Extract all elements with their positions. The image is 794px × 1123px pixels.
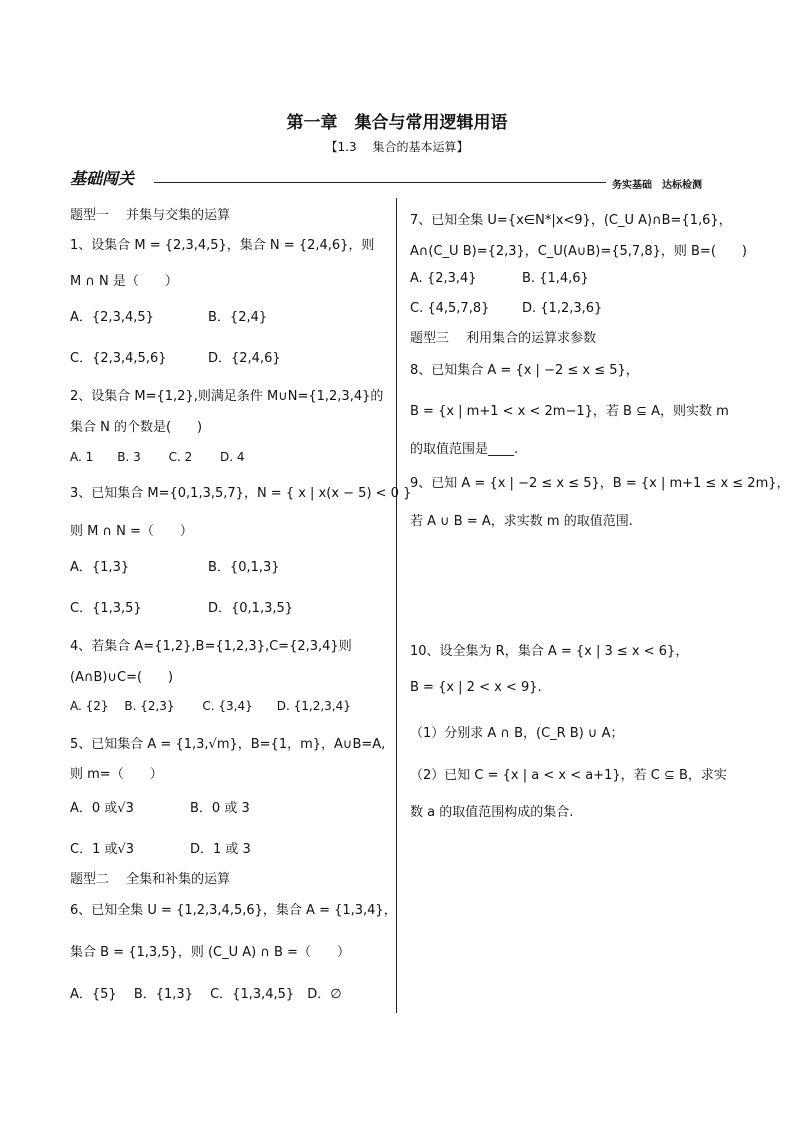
q1-option-b: B．{2,4} xyxy=(208,310,268,325)
q3-stem-cont: 则 M ∩ N =（ ） xyxy=(70,524,193,539)
q4-stem-cont: (A∩B)∪C=( ) xyxy=(70,670,174,685)
q3-option-d: D．{0,1,3,5} xyxy=(208,601,294,616)
q9-stem: 9、已知 A = {x | −2 ≤ x ≤ 5}，B = {x | m+1 ≤ x ≤ 2m}， xyxy=(410,476,790,491)
q7-option-a: A. {2,3,4} xyxy=(410,271,477,286)
q10-part2-cont: 数 a 的取值范围构成的集合. xyxy=(410,805,574,820)
q6-options: A．{5} B．{1,3} C．{1,3,4,5} D．∅ xyxy=(70,987,342,1002)
type3-heading: 题型三 利用集合的运算求参数 xyxy=(410,331,597,346)
q3-option-c: C．{1,3,5} xyxy=(70,601,142,616)
q1-option-d: D．{2,4,6} xyxy=(208,351,281,366)
q7-option-b: B. {1,4,6} xyxy=(522,271,589,286)
q4-stem: 4、若集合 A={1,2},B={1,2,3},C={2,3,4}则 xyxy=(70,639,352,654)
q1-stem: 1、设集合 M = {2,3,4,5}，集合 N = {2,4,6}，则 xyxy=(70,238,375,253)
q3-stem: 3、已知集合 M={0,1,3,5,7}，N = { x | x(x − 5) < 0 } xyxy=(70,486,412,501)
q4-options: A. {2} B. {2,3} C. {3,4} D. {1,2,3,4} xyxy=(70,699,351,713)
q8-stem: 8、已知集合 A = {x | −2 ≤ x ≤ 5}， xyxy=(410,363,639,378)
q9-stem-cont: 若 A ∪ B = A，求实数 m 的取值范围. xyxy=(410,514,633,529)
q10-stem-cont: B = {x | 2 < x < 9}. xyxy=(410,680,542,695)
header-tag: 务实基础 达标检测 xyxy=(612,180,702,191)
header-rule xyxy=(154,182,606,183)
q2-stem: 2、设集合 M={1,2},则满足条件 M∪N={1,2,3,4}的 xyxy=(70,389,384,404)
q7-stem: 7、已知全集 U={x∈N*|x<9}，(C_U A)∩B={1,6}， xyxy=(410,213,732,228)
section-heading: 基础闯关 xyxy=(70,169,135,188)
page-title: 第一章 集合与常用逻辑用语 xyxy=(286,113,508,133)
column-divider xyxy=(396,198,397,1013)
q10-part2: （2）已知 C = {x | a < x < a+1}，若 C ⊆ B，求实 xyxy=(410,768,727,783)
q2-options: A. 1 B. 3 C. 2 D. 4 xyxy=(70,450,245,464)
q7-option-d: D. {1,2,3,6} xyxy=(522,301,603,316)
q2-stem-cont: 集合 N 的个数是( ) xyxy=(70,420,203,435)
section-subtitle: 【1.3 集合的基本运算】 xyxy=(325,140,469,154)
q1-option-a: A．{2,3,4,5} xyxy=(70,310,154,325)
q5-option-c: C．1 或√3 xyxy=(70,842,135,857)
q5-stem: 5、已知集合 A = {1,3,√m}，B={1，m}，A∪B=A, xyxy=(70,737,386,752)
q6-stem: 6、已知全集 U = {1,2,3,4,5,6}，集合 A = {1,3,4}， xyxy=(70,903,397,918)
q10-part1: （1）分别求 A ∩ B，(C_R B) ∪ A； xyxy=(410,726,624,741)
q7-option-c: C. {4,5,7,8} xyxy=(410,301,490,316)
q5-stem-cont: 则 m=（ ） xyxy=(70,767,163,782)
q5-option-d: D．1 或 3 xyxy=(190,842,251,857)
q8-stem-end: 的取值范围是____. xyxy=(410,442,519,457)
type1-heading: 题型一 并集与交集的运算 xyxy=(70,208,231,223)
q10-stem: 10、设全集为 R，集合 A = {x | 3 ≤ x < 6}， xyxy=(410,644,689,659)
q8-stem-cont: B = {x | m+1 < x < 2m−1}，若 B ⊆ A，则实数 m xyxy=(410,404,729,419)
q1-stem-cont: M ∩ N 是（ ） xyxy=(70,274,178,289)
q3-option-b: B．{0,1,3} xyxy=(208,560,280,575)
q5-option-b: B．0 或 3 xyxy=(190,801,250,816)
q7-stem-cont: A∩(C_U B)={2,3}，C_U(A∪B)={5,7,8}，则 B=( ) xyxy=(410,244,747,259)
q5-option-a: A．0 或√3 xyxy=(70,801,134,816)
q3-option-a: A．{1,3} xyxy=(70,560,130,575)
type2-heading: 题型二 全集和补集的运算 xyxy=(70,872,231,887)
q6-stem-cont: 集合 B = {1,3,5}，则 (C_U A) ∩ B =（ ） xyxy=(70,945,350,960)
q1-option-c: C．{2,3,4,5,6} xyxy=(70,351,167,366)
